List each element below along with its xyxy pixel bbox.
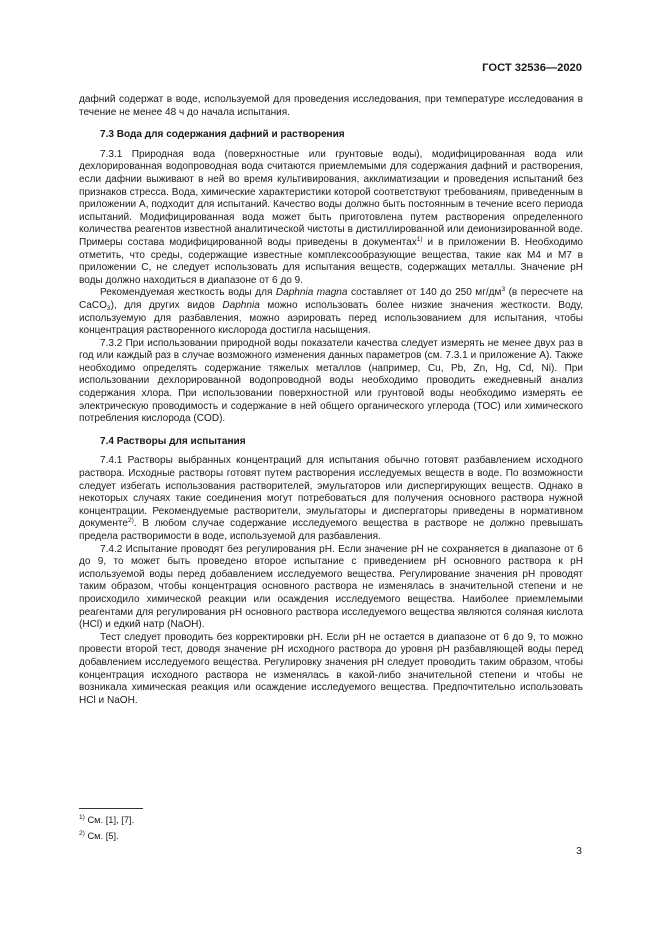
footnote-2: $^{2)}$ См. [5]. (79, 830, 119, 841)
section-heading-7-4: 7.4 Растворы для испытания (100, 435, 246, 447)
paragraph-7-3-1: 7.3.1 Природная вода (поверхностные или грунтовые воды), модифицированная вода или дехлорированная водопроводная вода считаются приемлемыми для содержания дафний и растворения, если дафнии выживают в ней во время культивирования, акклиматизации и проведения испытаний без признаков стресса. Вода, химические характеристики которой соответствуют требованиям, приведенным в приложении А, подходит для испытаний. Качество воды должно быть постоянным в течение всего периода испытаний. Модифицированная вода может быть приготовлена путем растворения определенного количества реагентов известной аналитической чистоты в дистиллированной или деионизированной воде. Примеры состава модифицированной воды приведены в документах$^{1)}$ и в приложении В. Необходимо отметить, что среды, содержащие известные комплексообразующие вещества, такие как М4 и М7 в приложении С, не следует использовать для испытания веществ, содержащих металлы. Значение pH воды должно находиться в диапазоне от 6 до 9. (79, 148, 583, 286)
section-heading-7-3: 7.3 Вода для содержания дафний и растворения (100, 129, 345, 141)
paragraph-7-4-2: 7.4.2 Испытание проводят без регулирования pH. Если значение pH не сохраняется в диапазоне от 6 до 9, то может быть проведено второе испытание с приведением pH основного раствора к pH используемой воды перед добавлением исследуемого вещества. Регулирование значения pH проводят таким образом, чтобы концентрация основного раствора не изменялась в значительной степени и не происходило химической реакции или осаждения исследуемого вещества. Наиболее приемлемыми реагентами для регулирования pH основного раствора исследуемого вещества являются соляная кислота (HCl) и едкий натр (NaOH). (79, 543, 583, 631)
paragraph-test-ph: Тест следует проводить без корректировки pH. Если pH не остается в диапазоне от 6 до 9, то можно провести второй тест, доводя значение pH исходного раствора до уровня pH разбавляющей воды перед добавлением исследуемого вещества. Регулировку значения pH следует проводить таким образом, чтобы концентрация исходного раствора не изменялась в какой-либо значительной степени и чтобы не возникала химическая реакция или осаждение исследуемого вещества. Предпочтительно использовать HCl и NaOH. (79, 631, 583, 706)
paragraph-7-3-2: 7.3.2 При использовании природной воды показатели качества следует измерять не менее двух раз в год или каждый раз в случае возможного изменения данных параметров (см. 7.3.1 и приложение А). Также необходимо определять содержание тяжелых металлов (например, Cu, Pb, Zn, Hg, Cd, Ni). При использовании дехлорированной водопроводной воды необходимо проводить ежедневный анализ содержания хлора. При использовании поверхностной или грунтовой воды необходимо измерять ее электрическую проводимость и содержание в ней общего органического углерода (ТОС) или химического потребления кислорода (COD). (79, 337, 583, 425)
standard-code-header: ГОСТ 32536—2020 (482, 62, 582, 74)
paragraph-7-4-1: 7.4.1 Растворы выбранных концентраций для испытания обычно готовят разбавлением исходного раствора. Исходные растворы готовят путем растворения исследуемых веществ в воде. По возможности следует избегать использования растворителей, эмульгаторов или диспергирующих веществ. Однако в некоторых случаях такие соединения могут потребоваться для получения основного раствора нужной концентрации. Рекомендуемые растворители, эмульгаторы и диспергаторы приведены в нормативном документе$^{2)}$. В любом случае содержание исследуемого вещества в растворе не должно превышать предела растворимости в воде, используемой для разбавления. (79, 455, 583, 542)
footnote-1: $^{1)}$ См. [1], [7]. (79, 814, 135, 825)
page-number: 3 (576, 845, 582, 857)
footnote-divider (79, 808, 143, 809)
intro-paragraph: дафний содержат в воде, используемой для проведения исследования, при температуре исследования в течение не менее 48 ч до начала испытания. (79, 94, 583, 118)
footnote-ref-1: 1) (416, 235, 423, 243)
body-text (79, 94, 583, 707)
footnote-ref-2: 2) (128, 517, 134, 525)
paragraph-water-hardness: Рекомендуемая жесткость воды для Daphnia magna составляет от 140 до 250 $мг/дм^3$ (в пересчете на CaCO$_3$), для других видов Daphnia можно использовать более низкие значения жесткости. Воду, используемую для разбавления, можно аэрировать перед использованием для испытания, чтобы концентрация растворенного кислорода достигла насыщения. (79, 286, 583, 337)
footnotes (79, 814, 134, 846)
